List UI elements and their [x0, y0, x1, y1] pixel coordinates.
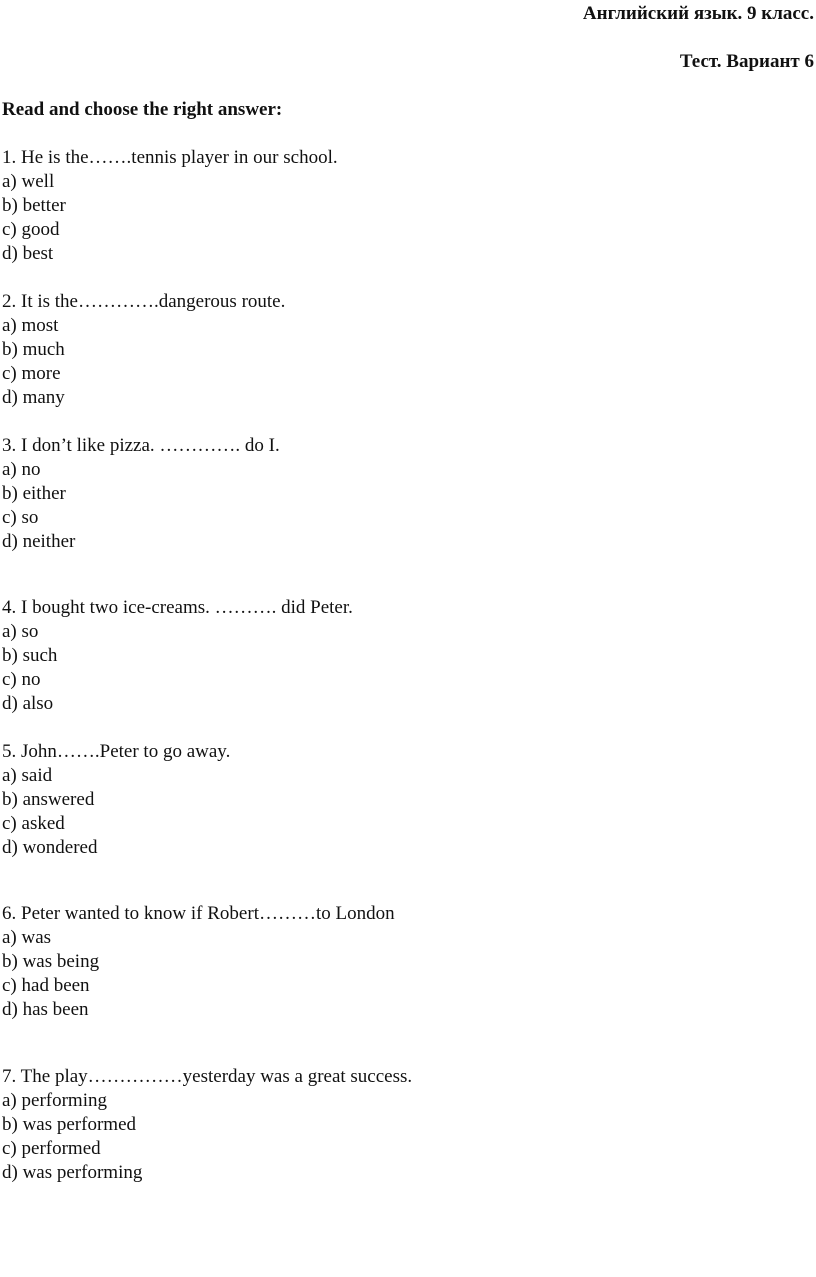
question-text: 7. The play……………yesterday was a great success.	[2, 1066, 413, 1087]
answer-option-d: d) was performing	[2, 1162, 143, 1183]
answer-option-c: c) had been	[2, 975, 90, 996]
answer-option-b: b) was being	[2, 951, 100, 972]
answer-option-a: a) performing	[2, 1090, 107, 1111]
answer-option-c: c) good	[2, 219, 60, 240]
subject-heading: Английский язык. 9 класс.	[582, 3, 814, 24]
answer-option-d: d) neither	[2, 531, 76, 552]
question-1	[2, 146, 802, 266]
answer-option-a: a) well	[2, 171, 55, 192]
question-5	[2, 740, 802, 860]
question-2	[2, 290, 802, 410]
answer-option-b: b) much	[2, 339, 65, 360]
answer-option-c: c) performed	[2, 1138, 101, 1159]
answer-option-c: c) so	[2, 507, 39, 528]
answer-option-d: d) also	[2, 693, 54, 714]
answer-option-b: b) was performed	[2, 1114, 137, 1135]
answer-option-d: d) best	[2, 243, 54, 264]
answer-option-a: a) no	[2, 459, 41, 480]
instruction-heading: Read and choose the right answer:	[2, 99, 283, 120]
answer-option-b: b) either	[2, 483, 66, 504]
answer-option-a: a) said	[2, 765, 53, 786]
answer-option-c: c) more	[2, 363, 61, 384]
answer-option-c: c) asked	[2, 813, 65, 834]
question-7	[2, 1065, 802, 1185]
question-text: 1. He is the…….tennis player in our school.	[2, 147, 338, 168]
question-text: 5. John…….Peter to go away.	[2, 741, 231, 762]
answer-option-d: d) has been	[2, 999, 89, 1020]
question-text: 4. I bought two ice-creams. ………. did Peter.	[2, 597, 353, 618]
answer-option-d: d) many	[2, 387, 65, 408]
answer-option-c: c) no	[2, 669, 41, 690]
question-text: 6. Peter wanted to know if Robert………to London	[2, 903, 395, 924]
question-text: 3. I don’t like pizza. …………. do I.	[2, 435, 280, 456]
answer-option-b: b) answered	[2, 789, 95, 810]
question-text: 2. It is the………….dangerous route.	[2, 291, 286, 312]
answer-option-a: a) was	[2, 927, 52, 948]
question-6	[2, 902, 802, 1022]
answer-option-a: a) most	[2, 315, 59, 336]
question-4	[2, 596, 802, 716]
answer-option-a: a) so	[2, 621, 39, 642]
answer-option-b: b) such	[2, 645, 58, 666]
question-3	[2, 434, 802, 554]
answer-option-b: b) better	[2, 195, 66, 216]
variant-heading: Тест. Вариант 6	[679, 51, 814, 72]
answer-option-d: d) wondered	[2, 837, 98, 858]
